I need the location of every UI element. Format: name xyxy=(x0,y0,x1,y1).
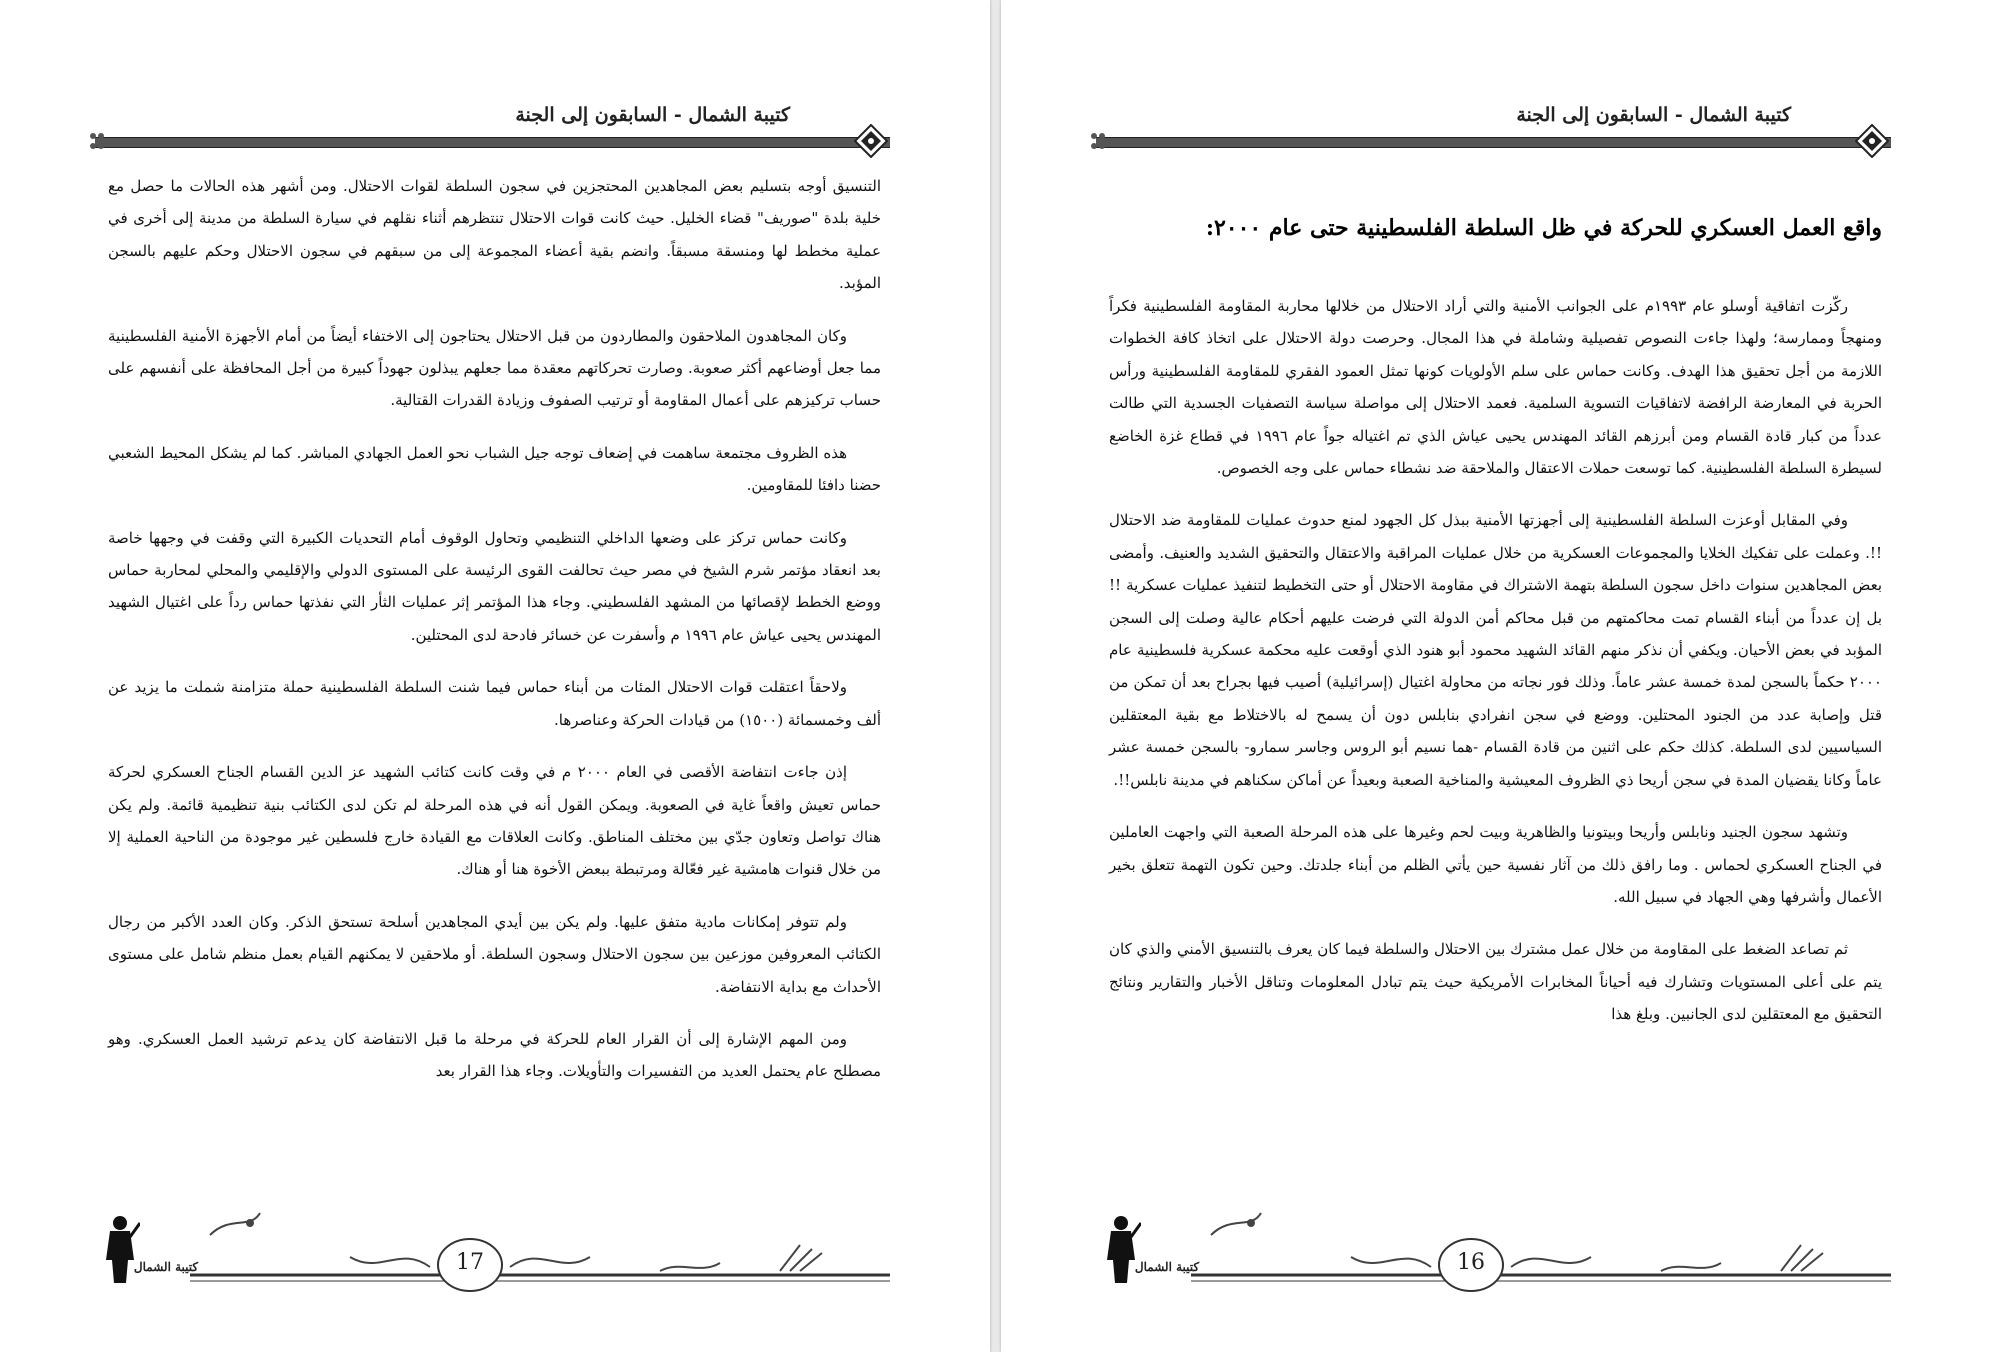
section-heading: واقع العمل العسكري للحركة في ظل السلطة الفلسطينية حتى عام ٢٠٠٠: xyxy=(1205,215,1882,241)
ornament-dots-icon xyxy=(85,128,125,156)
body-text xyxy=(1109,290,1882,1051)
header-title: كتيبة الشمال - السابقون إلى الجنة xyxy=(515,104,790,126)
page-number: 16 xyxy=(1457,1250,1485,1275)
diamond-ornament-icon xyxy=(854,124,888,158)
paragraph: ثم تصاعد الضغط على المقاومة من خلال عمل مشترك بين الاحتلال والسلطة فيما كان يعرف بالتنسيق الأمني والذي كان يتم على أعلى المستويات وتشارك فيه أحياناً المخابرات الأمريكية حيث يتم تبادل المعلومات وتناقل الأخبار والتقارير ونتائج التحقيق مع المعتقلين لدى الجانبين. وبلغ هذا xyxy=(1109,940,1882,1024)
header-rule xyxy=(1096,137,1891,148)
paragraph: وكانت حماس تركز على وضعها الداخلي التنظيمي وتحاول الوقوف أمام التحديات الكبيرة التي وقفت في وجهها خاصة بعد انعقاد مؤتمر شرم الشيخ في مصر حيث تحالفت القوى الرئيسة على المستوى الدولي والإقليمي والمحلي لمحاربة حماس ووضع الخطط لإقصائها من المشهد الفلسطيني. وجاء هذا المؤتمر إثر عمليات الثأر التي نفذتها حماس رداً على اغتيال الشهيد المهندس يحيى عياش عام ١٩٩٦ م وأسفرت عن خسائر فادحة لدى المحتلين. xyxy=(108,528,881,644)
paragraph: وفي المقابل أوعزت السلطة الفلسطينية إلى أجهزتها الأمنية ببذل كل الجهود لمنع حدوث عمليات للمقاومة ضد الاحتلال !!. وعملت على تفكيك الخلايا والمجموعات العسكرية من خلال عمليات المراقبة والاعتقال والتحقيق الشديد والعنيف. وأمضى بعض المجاهدين سنوات داخل سجون السلطة بتهمة الاشتراك في مقاومة الاحتلال أو حتى التخطيط لتنفيذ عمليات عسكرية !! بل إن عدداً من أبناء القسام تمت محاكمتهم من قبل محاكم أمن الدولة التي فرضت عليهم أحكام عالية وصلت إلى السجن المؤبد في بعض الأحيان. ويكفي أن نذكر منهم القائد الشهيد محمود أبو هنود الذي أوقعت عليه محكمة عسكرية فلسطينية عام ٢٠٠٠ حكماً بالسجن لمدة خمسة عشر عاماً. وذلك فور نجاته من محاولة اغتيال (إسرائيلية) أصيب فيها بجراح بعد أن تمكن من قتل وإصابة عدد من الجنود المحتلين. ووضع في سجن انفرادي بنابلس دون أن يسمح له بالاختلاط مع بقية المعتقلين السياسيين لدى السلطة. كذلك حكم على اثنين من قادة القسام -هما نسيم أبو الروس وجاسر سمارو- بالسجن خمسة عشر عاماً وكانا يقضيان المدة في سجن أريحا ذي الظروف المعيشية والمناخية الصعبة وبعيداً عن أماكن سكناهم في مدينة نابلس!!. xyxy=(1109,511,1882,789)
header-title: كتيبة الشمال - السابقون إلى الجنة xyxy=(1516,104,1791,126)
paragraph: ومن المهم الإشارة إلى أن القرار العام للحركة في مرحلة ما قبل الانتفاضة كان يدعم ترشيد العمل العسكري. وهو مصطلح عام يحتمل العديد من التفسيرات والتأويلات. وجاء هذا القرار بعد xyxy=(108,1029,881,1081)
page-number: 17 xyxy=(456,1250,484,1275)
fighter-silhouette-icon xyxy=(1101,1215,1141,1285)
fighter-silhouette-icon xyxy=(100,1215,140,1285)
paragraph: ركّزت اتفاقية أوسلو عام ١٩٩٣م على الجوانب الأمنية والتي أراد الاحتلال من خلالها محاربة المقاومة الفلسطينية فكراً ومنهجاً وممارسة؛ ولهذا جاءت النصوص تفصيلية وشاملة في هذا المجال. وحرصت دولة الاحتلال على اتخاذ كافة الخطوات اللازمة من أجل تحقيق هذا الهدف. وكانت حماس على سلم الأولويات كونها تمثل العمود الفقري للمقاومة الفلسطينية ورأس الحربة في المعارضة الرافضة لاتفاقيات التسوية السلمية. فعمد الاحتلال إلى مواصلة سياسة التصفيات الجسدية التي طالت عدداً من كبار قادة القسام ومن أبرزهم القائد المهندس يحيى عياش الذي تم اغتياله جواً عام ١٩٩٦ في قطاع غزة الخاضع لسيطرة السلطة الفلسطينية. كما توسعت حملات الاعتقال والملاحقة ضد نشطاء حماس على وجه الخصوص. xyxy=(1109,297,1882,478)
paragraph: التنسيق أوجه بتسليم بعض المجاهدين المحتجزين في سجون السلطة لقوات الاحتلال. ومن أشهر هذه الحالات ما حصل مع خلية بلدة "صوريف" قضاء الخليل. حيث كانت قوات الاحتلال تنتظرهم أثناء نقلهم في سيارة السلطة من مدينة إلى أخرى في عملية مخطط لها ومنسقة مسبقاً. وانضم بقية أعضاء المجموعة إلى من سبقهم في سجون الاحتلال وحكم عليهم بالسجن المؤبد. xyxy=(108,177,881,293)
page-header xyxy=(95,100,890,160)
page-header xyxy=(1096,100,1891,160)
footer-logo-text: كتيبة الشمال xyxy=(133,1260,199,1274)
paragraph: ولم تتوفر إمكانات مادية متفق عليها. ولم يكن بين أيدي المجاهدين أسلحة تستحق الذكر. وكان العدد الأكبر من رجال الكتائب المعروفين موزعين بين سجون الاحتلال وسجون السلطة. أو ملاحقين لا يمكنهم القيام بعمل منظم شامل على مستوى الأحداث مع بداية الانتفاضة. xyxy=(108,912,881,996)
paragraph: هذه الظروف مجتمعة ساهمت في إضعاف توجه جيل الشباب نحو العمل الجهادي المباشر. كما لم يشكل المحيط الشعبي حضنا دافئا للمقاومين. xyxy=(108,443,881,495)
page-17 xyxy=(0,0,990,1352)
footer-logo-text: كتيبة الشمال xyxy=(1134,1260,1200,1274)
ornament-dots-icon xyxy=(1086,128,1126,156)
paragraph: وكان المجاهدون الملاحقون والمطاردون من قبل الاحتلال يحتاجون إلى الاختفاء أيضاً من أمام الأجهزة الأمنية الفلسطينية مما جعل أوضاعهم أكثر صعوبة. وصارت تحركاتهم معقدة مما جعلهم يبذلون جهوداً كبيرة من أجل المحافظة على أنفسهم على حساب تركيزهم على أعمال المقاومة أو ترتيب الصفوف وزيادة القدرات القتالية. xyxy=(108,326,881,410)
page-footer xyxy=(1101,1205,1891,1295)
page-16 xyxy=(1001,0,1991,1352)
paragraph: إذن جاءت انتفاضة الأقصى في العام ٢٠٠٠ م في وقت كانت كتائب الشهيد عز الدين القسام الجناح العسكري لحركة حماس تعيش واقعاً غاية في الصعوبة. ويمكن القول أنه في هذه المرحلة لم تكن لدى الكتائب بنية تنظيمية قائمة. ولم يكن هناك تواصل وتعاون جدّي بين مختلف المناطق. وكانت العلاقات مع القيادة خارج فلسطين غير موجودة من الناحية العملية إلا من خلال قنوات هامشية غير فعّالة ومرتبطة ببعض الأخوة هنا أو هناك. xyxy=(108,763,881,879)
header-rule xyxy=(95,137,890,148)
paragraph: ولاحقاً اعتقلت قوات الاحتلال المئات من أبناء حماس فيما شنت السلطة الفلسطينية حملة متزامنة شملت ما يزيد عن ألف وخمسمائة (١٥٠٠) من قيادات الحركة وعناصرها. xyxy=(108,678,881,729)
body-text xyxy=(108,170,881,1108)
page-footer xyxy=(100,1205,890,1295)
diamond-ornament-icon xyxy=(1855,124,1889,158)
paragraph: وتشهد سجون الجنيد ونابلس وأريحا وبيتونيا والظاهرية وبيت لحم وغيرها على هذه المرحلة الصعبة التي واجهت العاملين في الجناح العسكري لحماس . وما رافق ذلك من آثار نفسية حين يأتي الظلم من أبناء جلدتك. وحين تكون التهمة تتعلق بخير الأعمال وأشرفها وهي الجهاد في سبيل الله. xyxy=(1109,823,1882,906)
